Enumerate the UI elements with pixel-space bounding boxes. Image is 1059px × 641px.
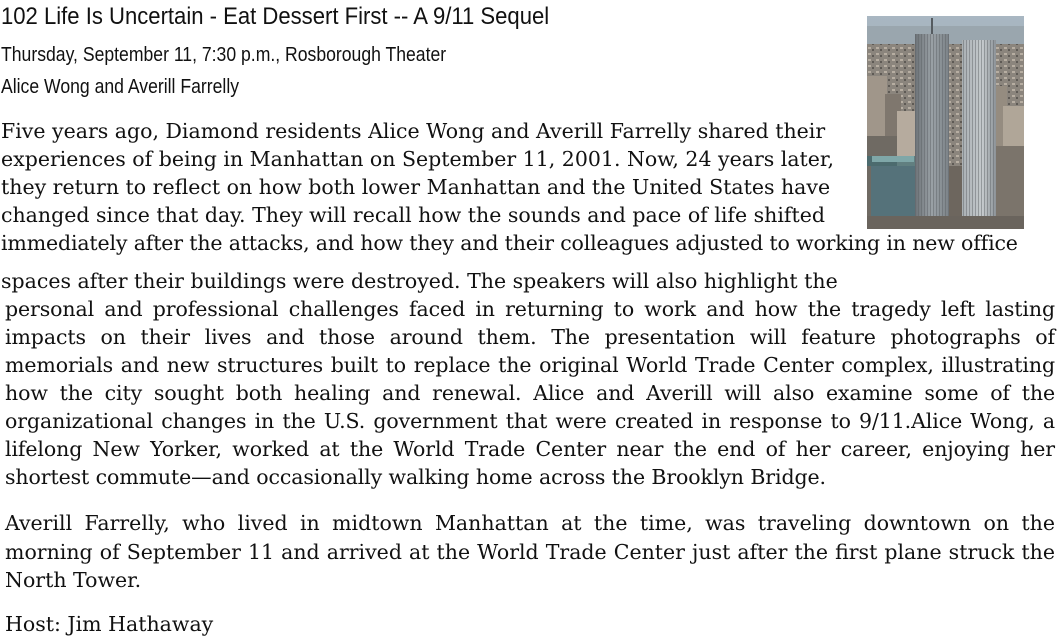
description-line: experiences of being in Manhattan on September 11, 2001. Now, 24 years later,	[1, 147, 834, 171]
description-paragraph-3: Averill Farrelly, who lived in midtown Manhattan at the time, was traveling downtown on the morning of September 11 and arrived at the World Trade Center just after the first plane struck the North Tower.	[5, 511, 1055, 592]
description-line: spaces after their buildings were destroyed. The speakers will also highlight the	[1, 269, 838, 293]
event-title: 102 Life Is Uncertain - Eat Dessert First -- A 9/11 Sequel	[1, 3, 550, 30]
description-line: changed since that day. They will recall how the sounds and pace of life shifted	[1, 203, 825, 227]
description-paragraph-2: personal and professional challenges faced in returning to work and how the tragedy left lasting impacts on their lives and those around them. The presentation will feature photographs of memorials and new structures built to replace the original World Trade Center complex, illustrating how the city sought both healing and renewal. Alice and Averill will also examine some of the organizational changes in the U.S. government that were created in response to 9/11.Alice Wong, a lifelong New Yorker, worked at the World Trade Center near the end of her career, enjoying her shortest commute—and occasionally walking home across the Brooklyn Bridge.	[5, 297, 1055, 489]
twin-towers-photo	[867, 16, 1024, 229]
event-date-location: Thursday, September 11, 7:30 p.m., Rosborough Theater	[1, 44, 447, 66]
description-line: they return to reflect on how both lower Manhattan and the United States have	[1, 175, 831, 199]
event-presenters: Alice Wong and Averill Farrelly	[1, 76, 240, 98]
event-host: Host: Jim Hathaway	[5, 612, 214, 636]
description-line: Five years ago, Diamond residents Alice Wong and Averill Farrelly shared their	[1, 119, 826, 143]
description-line: immediately after the attacks, and how they and their colleagues adjusted to working in new office	[1, 231, 1018, 255]
description-paragraph-1	[1, 117, 851, 229]
